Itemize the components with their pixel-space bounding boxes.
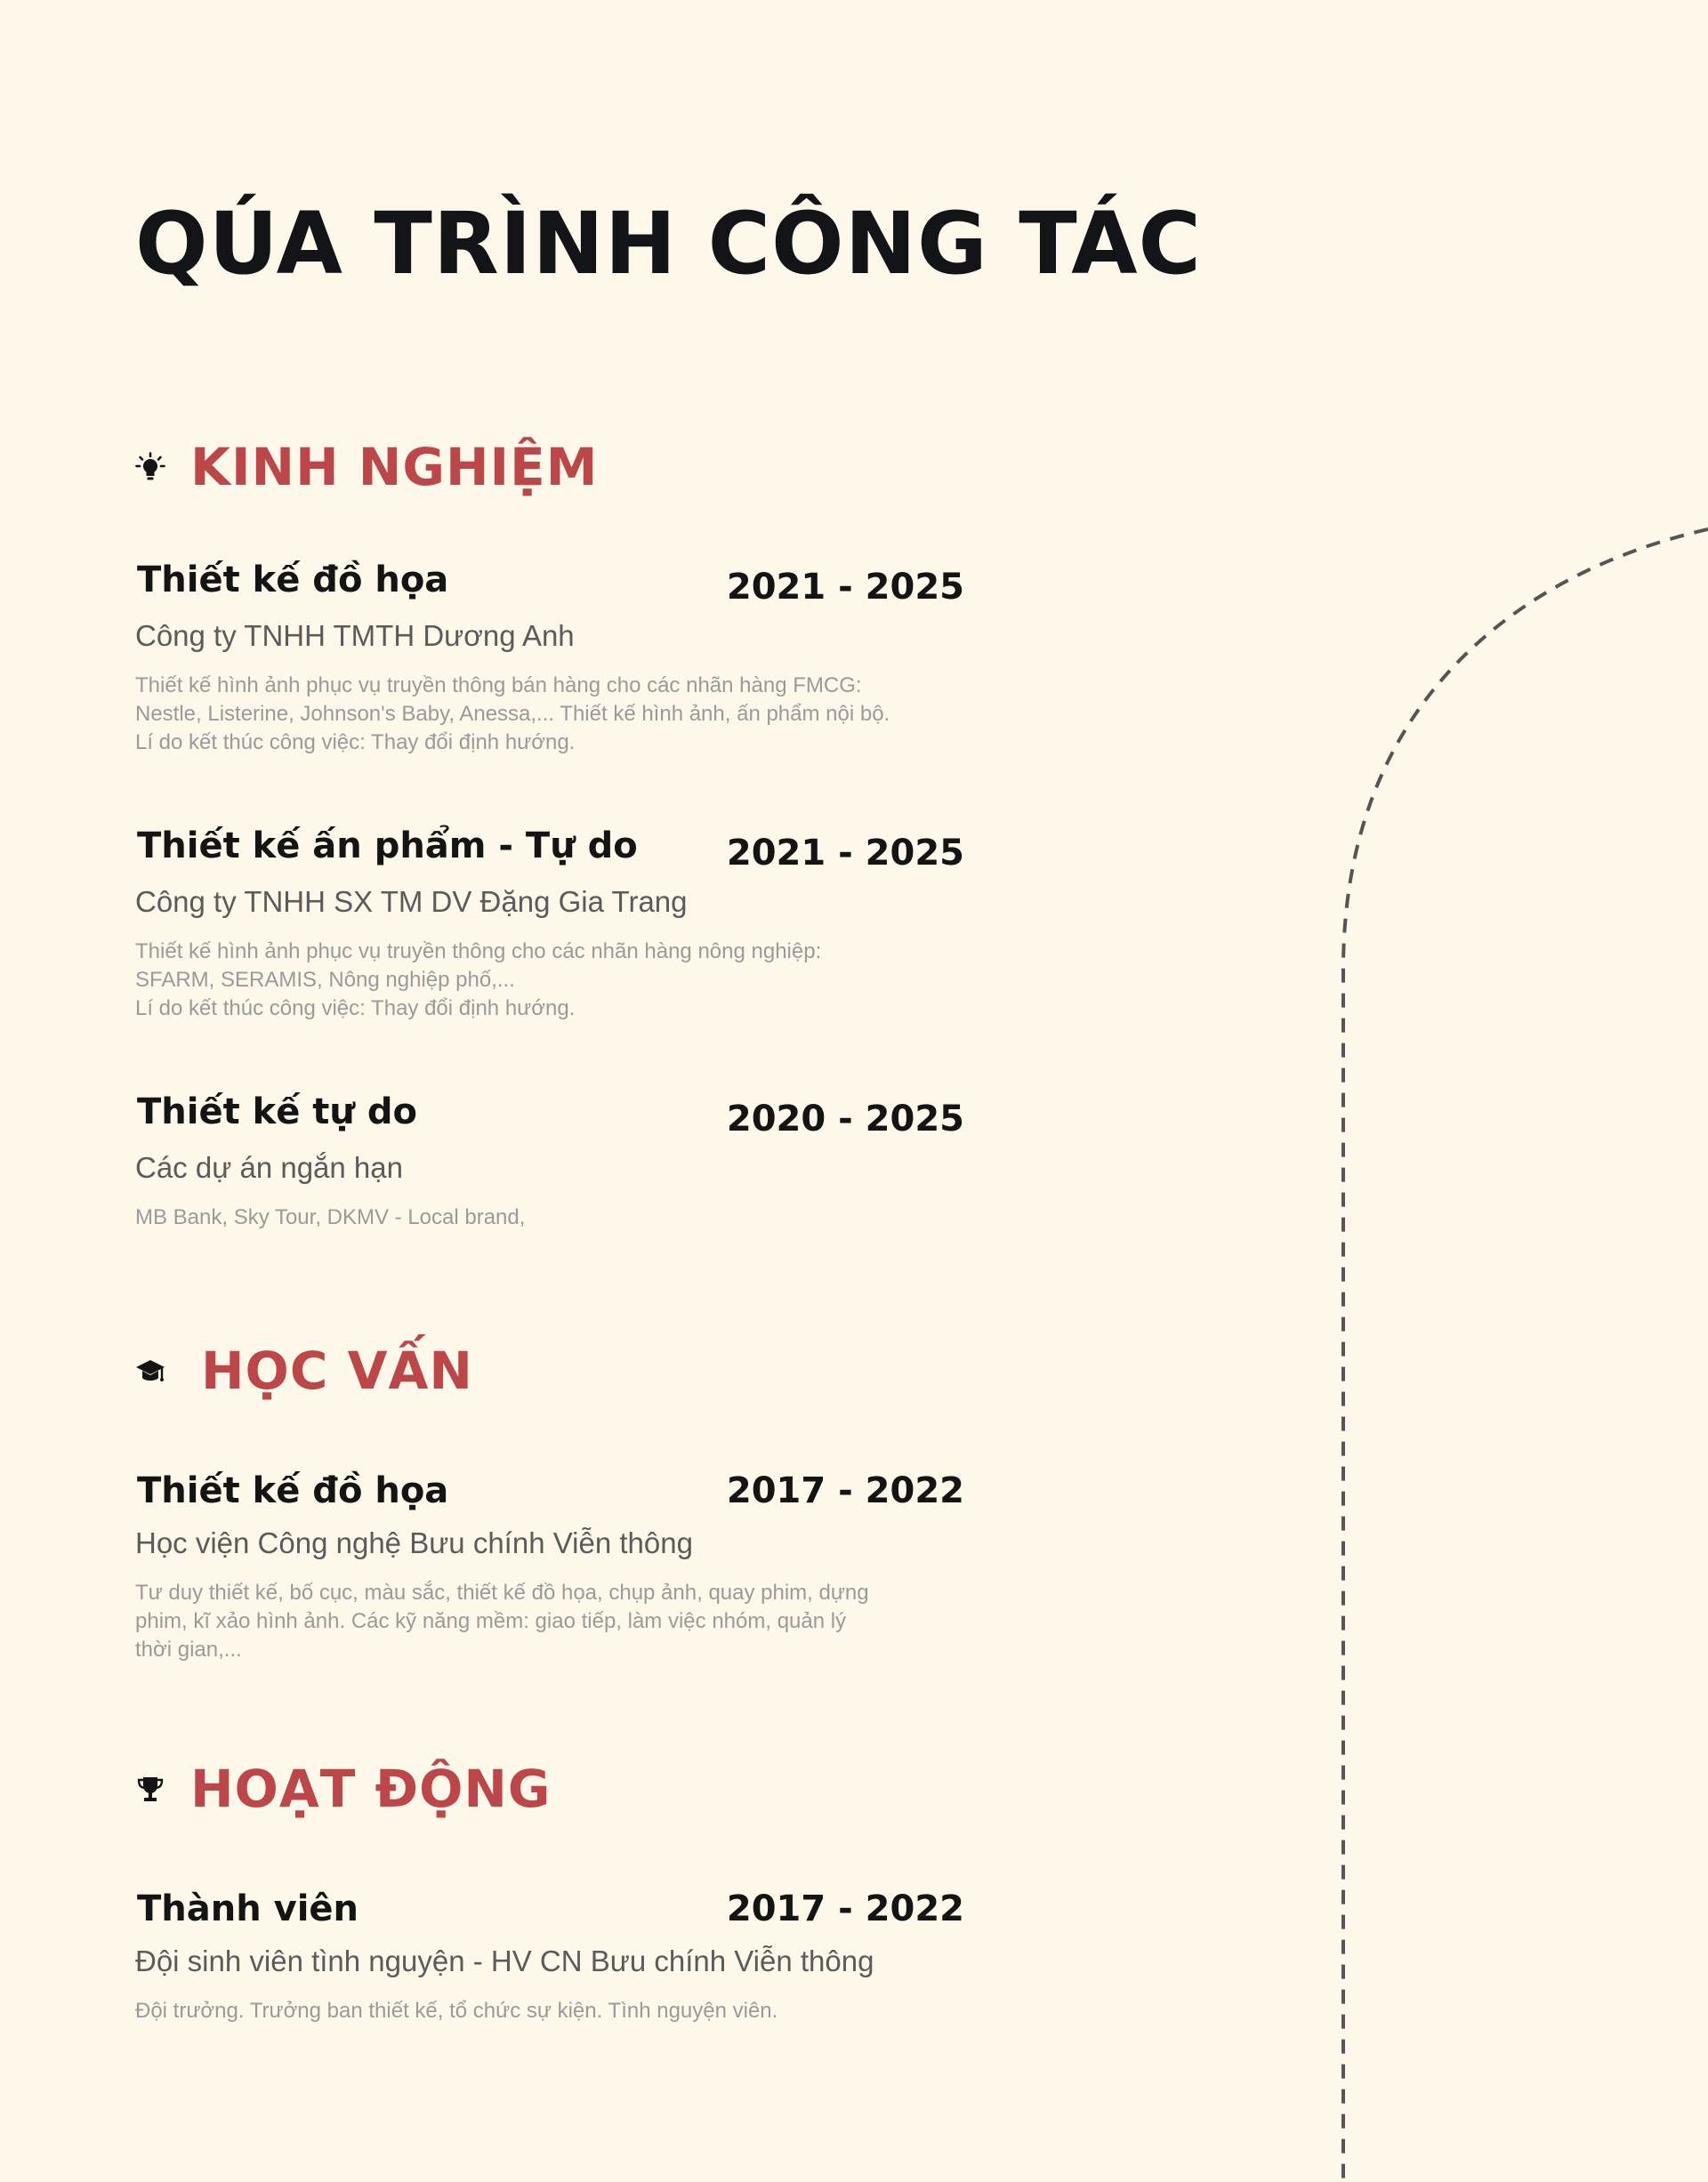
- activity-entry: [135, 1884, 964, 2025]
- entry-years: 2017 - 2022: [726, 1888, 964, 1929]
- description-line: SFARM, SERAMIS, Nông nghiệp phố,...: [135, 967, 515, 992]
- description-line: thời gian,...: [135, 1637, 242, 1662]
- entry-title: Thiết kế tự do: [137, 1091, 417, 1132]
- entry-organization: Đội sinh viên tình nguyện - HV CN Bưu chính Viễn thông: [135, 1944, 874, 1977]
- section-title: KINH NGHIỆM: [190, 437, 599, 497]
- entry-description: [135, 938, 964, 1023]
- experience-entry: [135, 559, 964, 757]
- description-line: Lí do kết thúc công việc: Thay đổi định hướng.: [135, 995, 576, 1020]
- entry-description: [135, 1579, 964, 1664]
- education-entry: [135, 1466, 964, 1664]
- entry-title: Thiết kế đồ họa: [137, 560, 449, 600]
- description-line: Thiết kế hình ảnh phục vụ truyền thông cho các nhãn hàng nông nghiệp:: [135, 938, 822, 963]
- entry-organization: Công ty TNHH TMTH Dương Anh: [135, 619, 575, 652]
- description-line: phim, kĩ xảo hình ảnh. Các kỹ năng mềm: giao tiếp, làm việc nhóm, quản lý: [135, 1608, 847, 1633]
- description-line: Đội trưởng. Trưởng ban thiết kế, tổ chức sự kiện. Tình nguyện viên.: [135, 1998, 778, 2023]
- entry-years: 2021 - 2025: [726, 567, 964, 608]
- section-title: HOẠT ĐỘNG: [190, 1759, 552, 1819]
- entry-description: [135, 1997, 964, 2025]
- entry-title: Thiết kế đồ họa: [137, 1470, 449, 1511]
- entry-years: 2021 - 2025: [726, 833, 964, 874]
- description-line: Thiết kế hình ảnh phục vụ truyền thông bán hàng cho các nhãn hàng FMCG:: [135, 672, 862, 697]
- description-line: Lí do kết thúc công việc: Thay đổi định hướng.: [135, 729, 576, 754]
- section-activities: [135, 1759, 552, 1819]
- entry-organization: Công ty TNHH SX TM DV Đặng Gia Trang: [135, 885, 688, 918]
- entry-organization: Học viện Công nghệ Bưu chính Viễn thông: [135, 1526, 693, 1559]
- entry-years: 2017 - 2022: [726, 1470, 964, 1511]
- trophy-icon: [135, 1774, 165, 1804]
- experience-entry: [135, 1091, 964, 1232]
- entry-description: [135, 672, 964, 757]
- description-line: Nestle, Listerine, Johnson's Baby, Anessa,... Thiết kế hình ảnh, ấn phẩm nội bộ.: [135, 701, 890, 726]
- section-education: [135, 1341, 473, 1401]
- graduation-cap-icon: [135, 1356, 165, 1386]
- entry-title: Thiết kế ấn phẩm - Tự do: [137, 825, 638, 866]
- section-experience: [135, 437, 599, 497]
- lightbulb-icon: [135, 452, 165, 482]
- entry-description: [135, 1204, 964, 1232]
- entry-years: 2020 - 2025: [726, 1099, 964, 1139]
- experience-entry: [135, 825, 964, 1023]
- page-title: QÚA TRÌNH CÔNG TÁC: [135, 194, 1202, 294]
- entry-organization: Các dự án ngắn hạn: [135, 1151, 403, 1184]
- description-line: MB Bank, Sky Tour, DKMV - Local brand,: [135, 1204, 526, 1229]
- section-title: HỌC VẤN: [201, 1341, 473, 1401]
- description-line: Tư duy thiết kế, bố cục, màu sắc, thiết kế đồ họa, chụp ảnh, quay phim, dựng: [135, 1580, 869, 1605]
- entry-title: Thành viên: [137, 1888, 359, 1929]
